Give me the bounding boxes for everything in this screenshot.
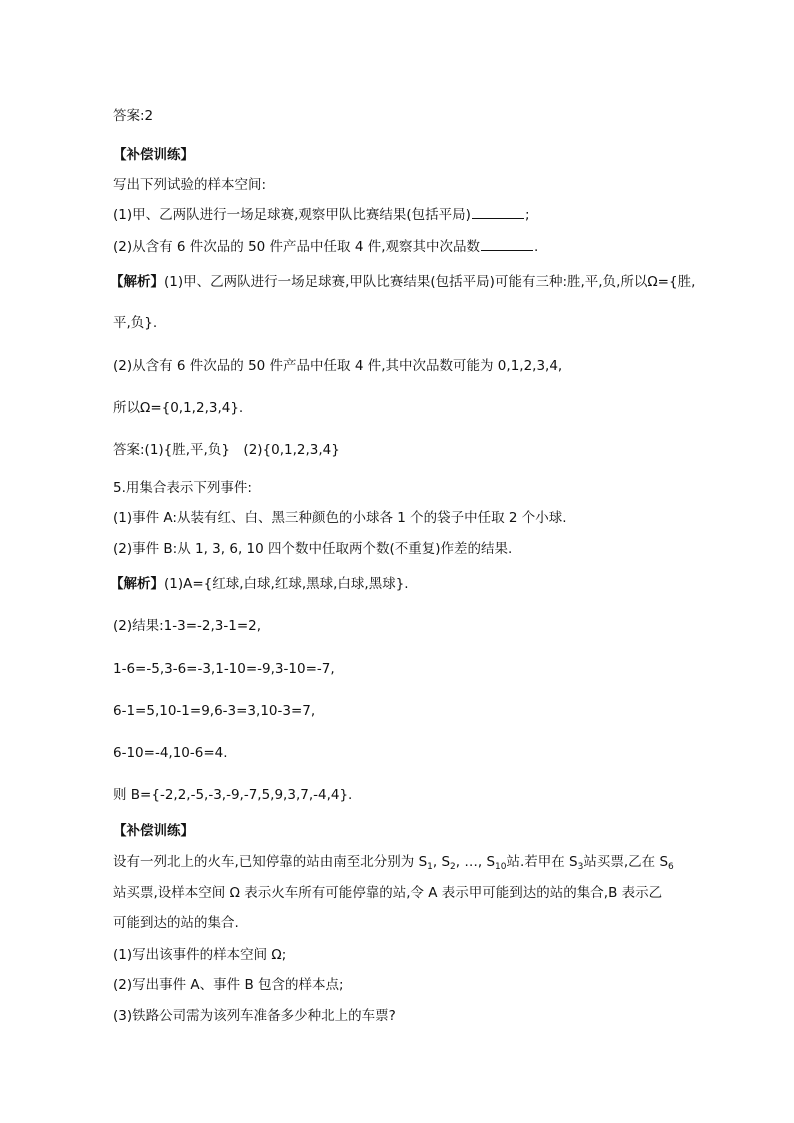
solution-1b: 平,负}.	[113, 315, 158, 331]
compensation-2-p1-d: 站.若甲在 S	[506, 854, 578, 870]
compensation-2-p3: 可能到达的站的集合.	[113, 915, 239, 931]
problem-5-title: 5.用集合表示下列事件:	[113, 480, 252, 496]
problem-5-solution-2e: 则 B={-2,2,-5,-3,-9,-7,5,9,3,7,-4,4}.	[113, 787, 353, 803]
problem-5-q1: (1)事件 A:从装有红、白、黑三种颜色的小球各 1 个的袋子中任取 2 个小球.	[113, 510, 567, 526]
problem-5-solution-2c: 6-1=5,10-1=9,6-3=3,10-3=7,	[113, 703, 316, 719]
question-1-text: (1)甲、乙两队进行一场足球赛,观察甲队比赛结果(包括平局)	[113, 207, 471, 223]
answer-blank-2	[481, 238, 533, 251]
problem-5-solution-2d: 6-10=-4,10-6=4.	[113, 745, 228, 761]
problem-5-solution-1-line	[110, 574, 409, 594]
problem-5-solution-2b: 1-6=-5,3-6=-3,1-10=-9,3-10=-7,	[113, 661, 335, 677]
subscript-6: 6	[668, 862, 674, 872]
problem-5-solution-1: (1)A={红球,白球,红球,黑球,白球,黑球}.	[164, 576, 409, 592]
subscript-10: 10	[495, 862, 507, 872]
problem-5-solution-2a: (2)结果:1-3=-2,3-1=2,	[113, 618, 262, 634]
subscript-1: 1	[427, 862, 433, 872]
solution-tag: 【解析】	[110, 274, 164, 290]
subscript-3: 3	[577, 862, 584, 872]
answer-line-top: 答案:2	[113, 108, 154, 124]
question-2-end: .	[534, 239, 539, 255]
compensation-2-p1-e: 站买票,乙在 S	[583, 854, 669, 870]
compensation-tag-1: 【补偿训练】	[113, 147, 194, 163]
solution-1a: (1)甲、乙两队进行一场足球赛,甲队比赛结果(包括平局)可能有三种:胜,平,负,所以Ω={胜,	[164, 274, 696, 290]
answer-blank-1	[472, 206, 524, 219]
question-1-line	[113, 205, 530, 225]
solution-tag: 【解析】	[110, 576, 164, 592]
solution-2b: 所以Ω={0,1,2,3,4}.	[113, 400, 244, 416]
question-2-line	[113, 237, 538, 257]
compensation-tag-2: 【补偿训练】	[113, 823, 194, 839]
compensation-2-p1-a: 设有一列北上的火车,已知停靠的站由南至北分别为 S	[113, 854, 428, 870]
solution-1-line	[110, 272, 695, 292]
subscript-2: 2	[450, 862, 456, 872]
question-2-text: (2)从含有 6 件次品的 50 件产品中任取 4 件,观察其中次品数	[113, 239, 481, 255]
compensation-2-q2: (2)写出事件 A、事件 B 包含的样本点;	[113, 977, 344, 993]
compensation-2-p1-b: , S	[432, 854, 451, 870]
compensation-2-p1-c: , …, S	[455, 854, 496, 870]
problem-5-q2: (2)事件 B:从 1, 3, 6, 10 四个数中任取两个数(不重复)作差的结果.	[113, 541, 513, 557]
compensation-2-p1	[113, 852, 674, 872]
question-1-end: ;	[524, 207, 530, 223]
compensation-2-q1: (1)写出该事件的样本空间 Ω;	[113, 947, 287, 963]
compensation-2-q3: (3)铁路公司需为该列车准备多少种北上的车票?	[113, 1008, 396, 1024]
answer-line-compensation-1: 答案:(1){胜,平,负} (2){0,1,2,3,4}	[113, 442, 340, 458]
compensation-prompt: 写出下列试验的样本空间:	[113, 177, 267, 193]
solution-2a: (2)从含有 6 件次品的 50 件产品中任取 4 件,其中次品数可能为 0,1,2,3,4,	[113, 358, 563, 374]
compensation-2-p2: 站买票,设样本空间 Ω 表示火车所有可能停靠的站,令 A 表示甲可能到达的站的集合,B 表示乙	[113, 885, 663, 901]
